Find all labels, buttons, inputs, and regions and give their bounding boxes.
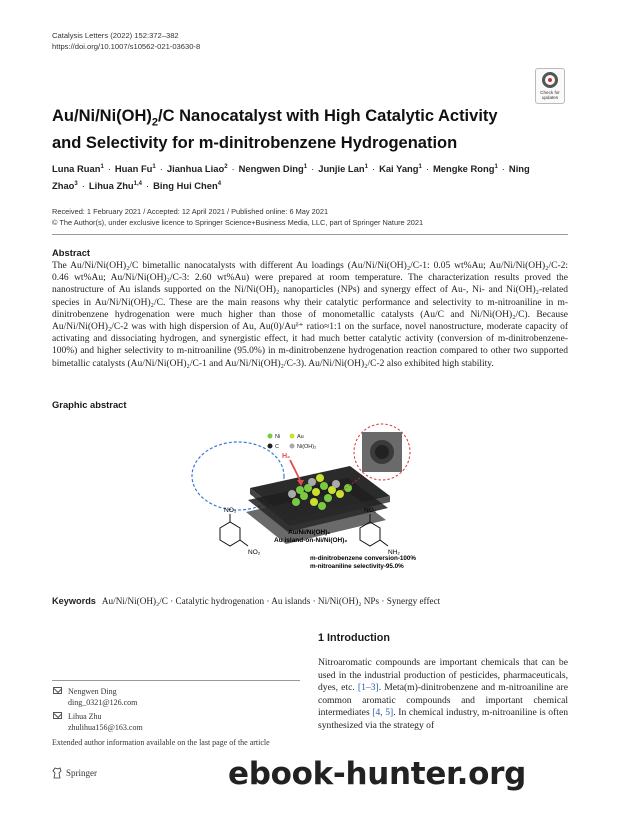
legend-ni: Ni xyxy=(275,434,281,440)
graphic-abstract-heading: Graphic abstract xyxy=(52,399,127,410)
author-name[interactable]: Lihua Zhu xyxy=(88,179,134,191)
ref-link-2[interactable]: [4, 5] xyxy=(372,707,394,719)
author-separator: · xyxy=(371,163,376,175)
watermark: ebook-hunter.org xyxy=(228,756,526,792)
author-name[interactable]: Luna Ruan xyxy=(52,163,101,175)
author-list xyxy=(52,160,572,193)
journal-header xyxy=(52,30,200,52)
graphic-abstract-figure xyxy=(190,418,440,583)
crossmark-label-1: Check for xyxy=(540,90,560,95)
author-name[interactable]: Nengwen Ding xyxy=(238,163,304,175)
article-title xyxy=(52,106,512,154)
contact-1 xyxy=(52,686,137,708)
author-affiliation: 1 xyxy=(100,164,104,170)
author-separator: · xyxy=(501,163,505,175)
author-affiliation: 1 xyxy=(152,164,156,170)
author-affiliation: 1 xyxy=(303,164,308,170)
email-icon xyxy=(53,712,62,719)
intro-part-2: . Meta(m)-dinitrobenzene and m-nitroaniline are common aromatic compounds and important chemical intermediates xyxy=(318,682,568,719)
publisher-logo xyxy=(52,767,97,779)
contact-name-2: Lihua Zhu xyxy=(68,712,102,721)
dates-line: Received: 1 February 2021 / Accepted: 12 April 2021 / Published online: 6 May 2021 xyxy=(52,207,329,216)
keywords-text: Au/Ni/Ni(OH)₂/C · Catalytic hydrogenation · Au islands · Ni/Ni(OH)₂ NPs · Synergy effect xyxy=(101,596,441,606)
author-affiliation: 1 xyxy=(418,164,422,170)
publication-dates xyxy=(52,207,423,228)
author-affiliation: 1 xyxy=(494,164,498,170)
author-name[interactable]: Kai Yang xyxy=(379,163,419,175)
legend-au: Au xyxy=(297,434,304,440)
no2-label-2: NO₂ xyxy=(248,549,261,556)
check-for-updates-badge[interactable] xyxy=(535,68,565,104)
author-separator: · xyxy=(425,163,429,175)
title-part2: /C Nanocatalyst with High Catalytic Activity xyxy=(158,107,498,125)
author-name[interactable]: Mengke Rong xyxy=(432,163,495,175)
contact-2 xyxy=(52,711,143,733)
title-sub: 2 xyxy=(151,116,159,129)
abstract-heading: Abstract xyxy=(52,247,91,258)
h2-label: H₂ xyxy=(282,453,291,460)
author-affiliation: 1,4 xyxy=(133,180,143,187)
author-separator: · xyxy=(81,179,85,191)
legend-nioh: Ni(OH)₂ xyxy=(297,444,317,450)
legend-c: C xyxy=(275,444,279,450)
contact-name-1: Nengwen Ding xyxy=(68,687,117,696)
author-affiliation: 3 xyxy=(74,180,78,187)
author-separator: · xyxy=(159,163,163,175)
author-name[interactable]: Junjie Lan xyxy=(318,163,365,175)
title-part1: Au/Ni/Ni(OH) xyxy=(52,107,152,125)
no2-label-3: NO₂ xyxy=(364,507,377,514)
author-affiliation: 2 xyxy=(224,164,228,170)
author-name[interactable]: Bing Hui Chen xyxy=(153,179,218,191)
introduction-text xyxy=(318,657,568,733)
author-name[interactable]: Huan Fu xyxy=(114,163,153,175)
catalyst-label-2: Au island-on-Ni/Ni(OH)₂ xyxy=(274,537,348,544)
no2-label-1: NO₂ xyxy=(224,507,237,514)
author-separator: · xyxy=(311,163,315,175)
divider xyxy=(52,234,568,235)
catalyst-label-1: Au/Ni/Ni(OH)₂ xyxy=(288,529,331,536)
author-separator: · xyxy=(231,163,235,175)
nh2-label: NH₂ xyxy=(388,549,400,556)
author-affiliation: 1 xyxy=(364,164,368,170)
publisher-name: Springer xyxy=(66,768,97,778)
author-separator: · xyxy=(107,163,111,175)
result-line-1: m-dinitrobenzene conversion-100% xyxy=(310,555,417,562)
figure-legend xyxy=(268,434,317,451)
ref-link-1[interactable]: [1–3] xyxy=(357,682,379,694)
contact-email-2[interactable]: zhulihua156@163.com xyxy=(68,723,143,732)
m-dinitrobenzene-structure xyxy=(220,514,248,546)
extended-author-info: Extended author information available on the last page of the article xyxy=(52,738,270,747)
contact-email-1[interactable]: ding_0321@126.com xyxy=(68,698,138,707)
keywords xyxy=(52,596,568,606)
keywords-heading: Keywords xyxy=(52,596,96,606)
result-line-2: m-nitroaniline selectivity-95.0% xyxy=(310,563,404,570)
intro-part-3: . In chemical industry, m-nitroaniline is often synthesized via the strategy of xyxy=(318,707,569,731)
title-line2: and Selectivity for m‑dinitrobenzene Hydrogenation xyxy=(52,134,458,153)
abstract-text: The Au/Ni/Ni(OH)₂/C bimetallic nanocatalysts with different Au loadings (Au/Ni/Ni(OH)₂/C-1: 0.05 wt%Au; Au/Ni/Ni(OH)₂/C-2: 0.46 wt%Au; Au/Ni/Ni(OH)₂/C-3: 2.60 wt%Au) were prepared at room temperature. The characterization results proved the nanostructure of Au islands supported on the Ni/Ni(OH)₂ nanoparticles (NPs) and synergy effect of Au-, Ni- and Ni(OH)₂-related species in Au/Ni/Ni(OH)₂/C. These are the main reasons why their catalytic performance and selectivity to m-nitroaniline in m-dinitrobenzene hydrogenation were much higher than those of monometallic catalysts (Au/C and Ni/Ni(OH)₂/C). Because Au/Ni/Ni(OH)₂/C-2 was with high dispersion of Au, Au(0)/Auᵟ⁺ ratio≈1:1 on the surface, novel nanostructure, moderate capacity of activating and dissociating hydrogen, and synergistic effect, it had much better catalytic activity (conversion of m-dinitrobenzene-100%) and higher selectivity to m-nitroaniline (95.0%) in m-dinitrobenzene hydrogenation reaction compared to other two supported bimetallic catalysts (Au/Ni/Ni(OH)₂/C-1 and Au/Ni/Ni(OH)₂/C-3). Au/Ni/Ni(OH)₂/C-2 also exhibited high stability. xyxy=(52,261,568,369)
author-name[interactable]: Jianhua Liao xyxy=(166,163,225,175)
introduction-heading: 1 Introduction xyxy=(318,632,390,644)
doi-link[interactable]: https://doi.org/10.1007/s10562-021-03630-8 xyxy=(52,42,201,51)
intro-part-1: Nitroaromatic compounds are important chemicals that can be used in the industrial production of pesticides, pharmaceuticals, dyes, etc. xyxy=(318,657,568,694)
author-affiliation: 4 xyxy=(217,180,222,187)
journal-citation: Catalysis Letters (2022) 152:372–382 xyxy=(52,31,179,40)
crossmark-icon xyxy=(542,72,558,88)
springer-horse-icon xyxy=(52,767,62,779)
author-separator: · xyxy=(146,179,150,191)
email-icon xyxy=(53,687,62,694)
crossmark-label-2: updates xyxy=(541,95,559,100)
author-name[interactable]: Ning Zhao xyxy=(52,163,530,191)
footnote-divider xyxy=(52,680,300,681)
copyright-line: © The Author(s), under exclusive licence to Springer Science+Business Media, LLC, part of Springer Nature 2021 xyxy=(52,217,424,227)
